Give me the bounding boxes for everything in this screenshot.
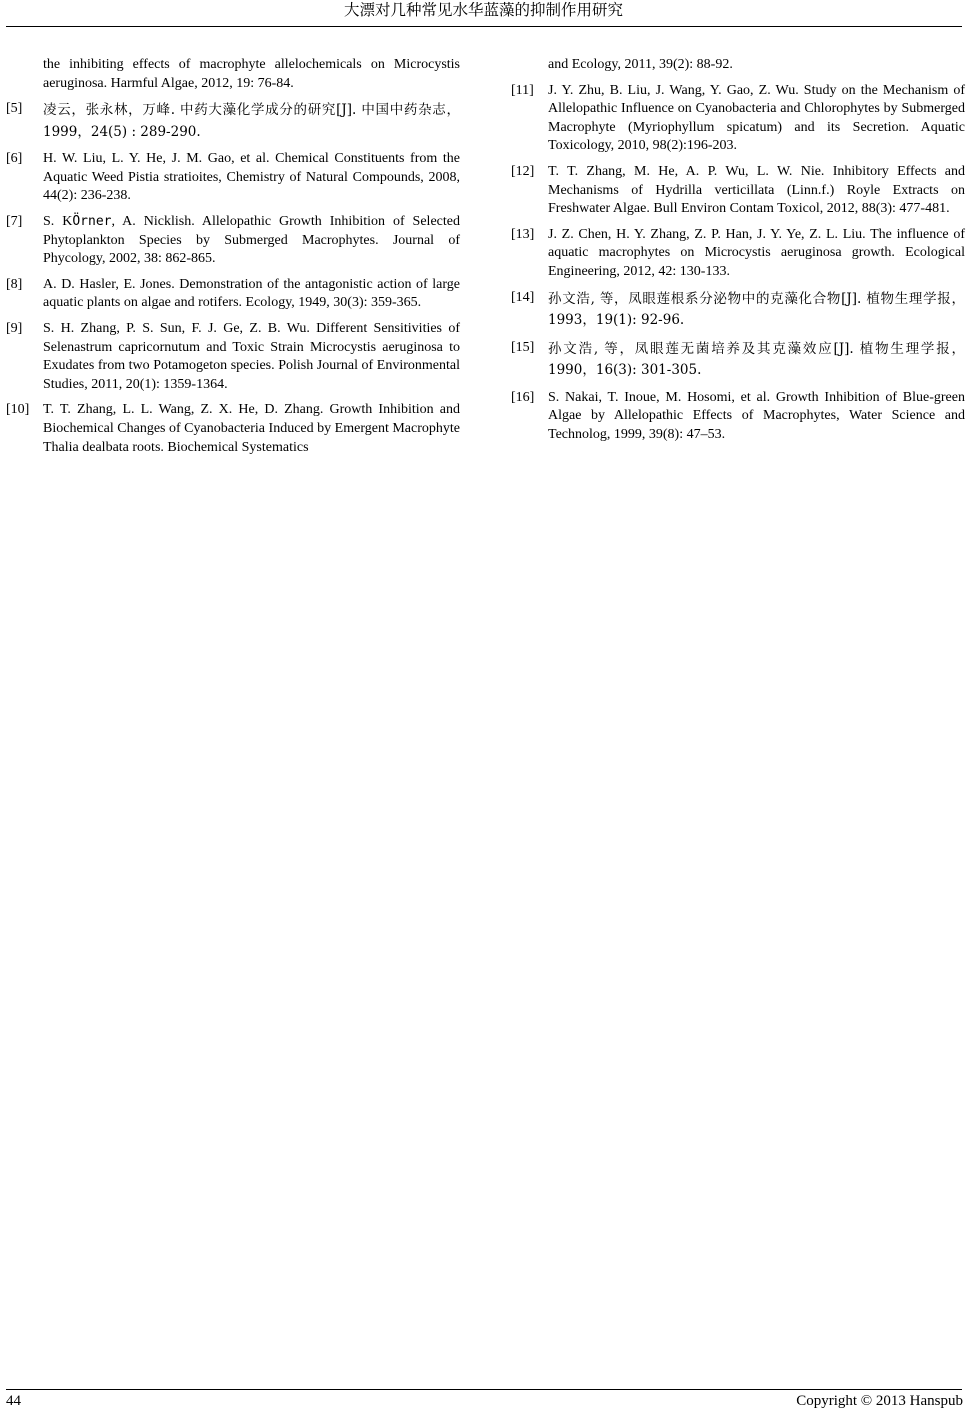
reference-text: H. W. Liu, L. Y. He, J. M. Gao, et al. Chemical Constituents from the Aquatic Weed Pistia stratioites, Chemistry of Natural Compounds, 2008, 44(2): 236-238. — [43, 151, 460, 204]
reference-text: S. Nakai, T. Inoue, M. Hosomi, et al. Growth Inhibition of Blue-green Algae by Allelopathic Effects of Macrophytes, Water Science and Technolog, 1999, 39(8): 47–53. — [548, 389, 965, 442]
reference-text: 孙文浩, 等，凤眼莲根系分泌物中的克藻化合物[J]. 植物生理学报，1993，19(1): 92-96. — [548, 290, 965, 329]
reference-number: [14] — [511, 289, 535, 305]
reference-item — [511, 163, 965, 219]
reference-text-part: Örner — [72, 213, 112, 229]
reference-item — [511, 289, 965, 332]
reference-item — [511, 56, 965, 75]
reference-text: 孙文浩, 等，凤眼莲无菌培养及其克藻效应[J]. 植物生理学报，1990，16(3): 301-305. — [548, 340, 965, 379]
header-rule — [6, 26, 962, 27]
reference-text: and Ecology, 2011, 39(2): 88-92. — [548, 57, 733, 72]
reference-text: S. H. Zhang, P. S. Sun, F. J. Ge, Z. B. Wu. Different Sensitivities of Selenastrum capricornutum and Toxic Strain Microcystis aeruginosa to Exudates from two Potamogeton species. Polish Journal of Environmental Studies, 2011, 20(1): 1359-1364. — [43, 320, 460, 392]
reference-number: [8] — [6, 276, 23, 292]
reference-number: [16] — [511, 389, 535, 405]
reference-number: [9] — [6, 320, 23, 336]
reference-item — [511, 339, 965, 382]
reference-item — [511, 389, 965, 445]
reference-text — [43, 213, 460, 269]
reference-text: the inhibiting effects of macrophyte allelochemicals on Microcystis aeruginosa. Harmful Algae, 2012, 19: 76-84. — [43, 57, 460, 91]
reference-text: 凌云，张永林，万峰. 中药大藻化学成分的研究[J]. 中国中药杂志，1999，24(5) : 289-290. — [43, 102, 460, 140]
reference-number: [12] — [511, 163, 535, 179]
copyright-notice: Copyright © 2013 Hanspub — [796, 1393, 963, 1409]
running-title: 大漂对几种常见水华蓝藻的抑制作用研究 — [343, 1, 623, 19]
reference-number: [11] — [511, 82, 534, 98]
reference-number: [10] — [6, 402, 30, 418]
reference-text: A. D. Hasler, E. Jones. Demonstration of the antagonistic action of large aquatic plants on algae and rotifers. Ecology, 1949, 30(3): 359-365. — [43, 276, 460, 311]
reference-text: T. T. Zhang, L. L. Wang, Z. X. He, D. Zhang. Growth Inhibition and Biochemical Changes of Cyanobacteria Induced by Emergent Macrophyte Thalia dealbata roots. Biochemical Systematics — [43, 402, 460, 455]
footer-rule — [6, 1389, 962, 1390]
reference-number: [7] — [6, 213, 23, 229]
reference-text: J. Y. Zhu, B. Liu, J. Wang, Y. Gao, Z. Wu. Study on the Mechanism of Allelopathic Influence on Cyanobacteria and Chlorophytes by Submerged Macrophyte (Myriophyllum spicatum) and its Secretion. Aquatic Toxicology, 2010, 98(2):196-203. — [548, 82, 965, 154]
reference-item — [6, 213, 460, 269]
reference-item — [6, 276, 460, 313]
reference-item — [511, 82, 965, 156]
page-number: 44 — [6, 1393, 21, 1409]
reference-text-part: , A. Nicklish. Allelopathic Growth Inhibition of Selected Phytoplankton Species by Submerged Macrophytes. Journal of Phycology, 2002, 38: 862-865. — [43, 213, 460, 267]
reference-number: [13] — [511, 226, 535, 242]
reference-text: J. Z. Chen, H. Y. Zhang, Z. P. Han, J. Y. Ye, Z. L. Liu. The influence of aquatic macrophytes on Microcystis aeruginosa growth. Ecological Engineering, 2012, 42: 130-133. — [548, 226, 965, 279]
reference-column-left — [6, 56, 460, 464]
reference-column-right — [511, 56, 965, 451]
reference-item — [511, 226, 965, 282]
reference-item — [6, 56, 460, 93]
reference-item — [6, 401, 460, 457]
reference-number: [5] — [6, 101, 23, 117]
reference-number: [6] — [6, 151, 23, 167]
reference-text: T. T. Zhang, M. He, A. P. Wu, L. W. Nie. Inhibitory Effects and Mechanisms of Hydrilla verticillata (Linn.f.) Royle Extracts on Freshwater Algae. Bull Environ Contam Toxicol, 2012, 88(3): 477-481. — [548, 163, 965, 217]
reference-item — [6, 150, 460, 206]
reference-text-part: S. K — [43, 213, 73, 229]
reference-number: [15] — [511, 339, 535, 355]
reference-item — [6, 100, 460, 143]
reference-item — [6, 320, 460, 394]
